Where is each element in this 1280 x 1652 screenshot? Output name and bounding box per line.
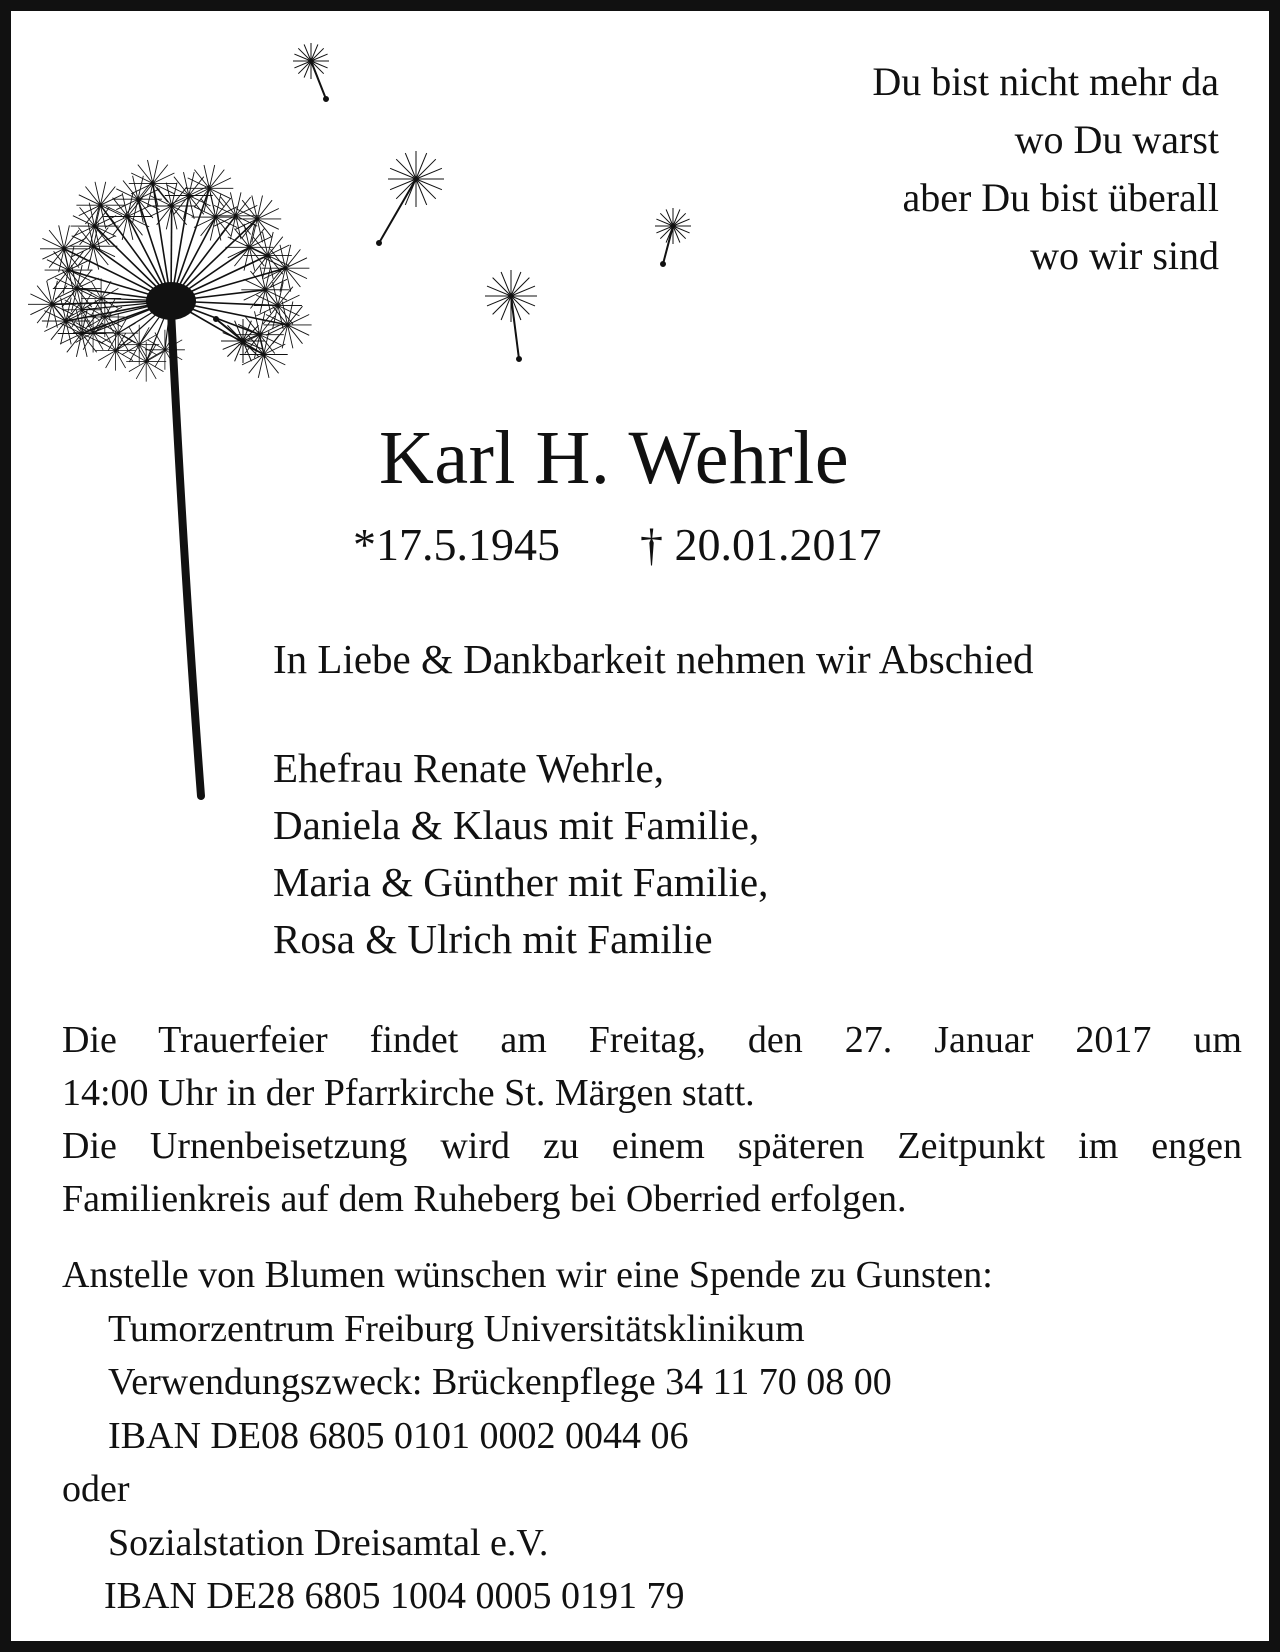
donation-purpose: Verwendungszweck: Brückenpflege 34 11 70 08 00 <box>108 1361 892 1403</box>
ceremony-line: 14:00 Uhr in der Pfarrkirche St. Märgen statt. <box>62 1072 755 1114</box>
dandelion-seed-icon <box>485 270 537 362</box>
ceremony-line: Familienkreis auf dem Ruheberg bei Oberried erfolgen. <box>62 1178 907 1220</box>
dandelion-seed-icon <box>293 43 329 102</box>
deceased-name: Karl H. Wehrle <box>379 416 850 500</box>
dandelion-icon <box>11 11 771 811</box>
dandelion-seed-icon <box>377 151 445 246</box>
donation-organization: Sozialstation Dreisamtal e.V. <box>108 1521 549 1564</box>
farewell-line: In Liebe & Dankbarkeit nehmen wir Abschied <box>273 636 1034 682</box>
birth-date: *17.5.1945 <box>353 519 560 570</box>
poem-line: aber Du bist überall <box>902 175 1219 220</box>
donation-iban: IBAN DE08 6805 0101 0002 0044 06 <box>108 1414 689 1457</box>
death-date: † 20.01.2017 <box>640 519 882 570</box>
donation-info <box>62 1249 1242 1624</box>
poem-line: Du bist nicht mehr da <box>872 59 1219 104</box>
life-dates <box>353 515 882 575</box>
ceremony-line: Die Trauerfeier findet am Freitag, den 27. Januar 2017 um <box>62 1019 1242 1061</box>
donation-organization: Tumorzentrum Freiburg Universitätsklinikum <box>108 1307 805 1350</box>
mourners-list <box>273 740 768 968</box>
ceremony-line: Die Urnenbeisetzung wird zu einem späteren Zeitpunkt im engen <box>62 1125 1242 1167</box>
donation-iban: IBAN DE28 6805 1004 0005 0191 79 <box>104 1575 685 1617</box>
mourner: Daniela & Klaus mit Familie, <box>273 802 760 848</box>
ceremony-info <box>62 1014 1242 1226</box>
mourner: Ehefrau Renate Wehrle, <box>273 745 664 791</box>
poem-line: wo wir sind <box>1030 233 1219 278</box>
dandelion-seed-icon <box>655 208 691 267</box>
poem <box>872 53 1219 285</box>
mourner: Rosa & Ulrich mit Familie <box>273 916 713 962</box>
mourner: Maria & Günther mit Familie, <box>273 859 769 905</box>
donation-intro: Anstelle von Blumen wünschen wir eine Spende zu Gunsten: <box>62 1254 993 1296</box>
donation-or: oder <box>62 1468 130 1510</box>
poem-line: wo Du warst <box>1014 117 1219 162</box>
